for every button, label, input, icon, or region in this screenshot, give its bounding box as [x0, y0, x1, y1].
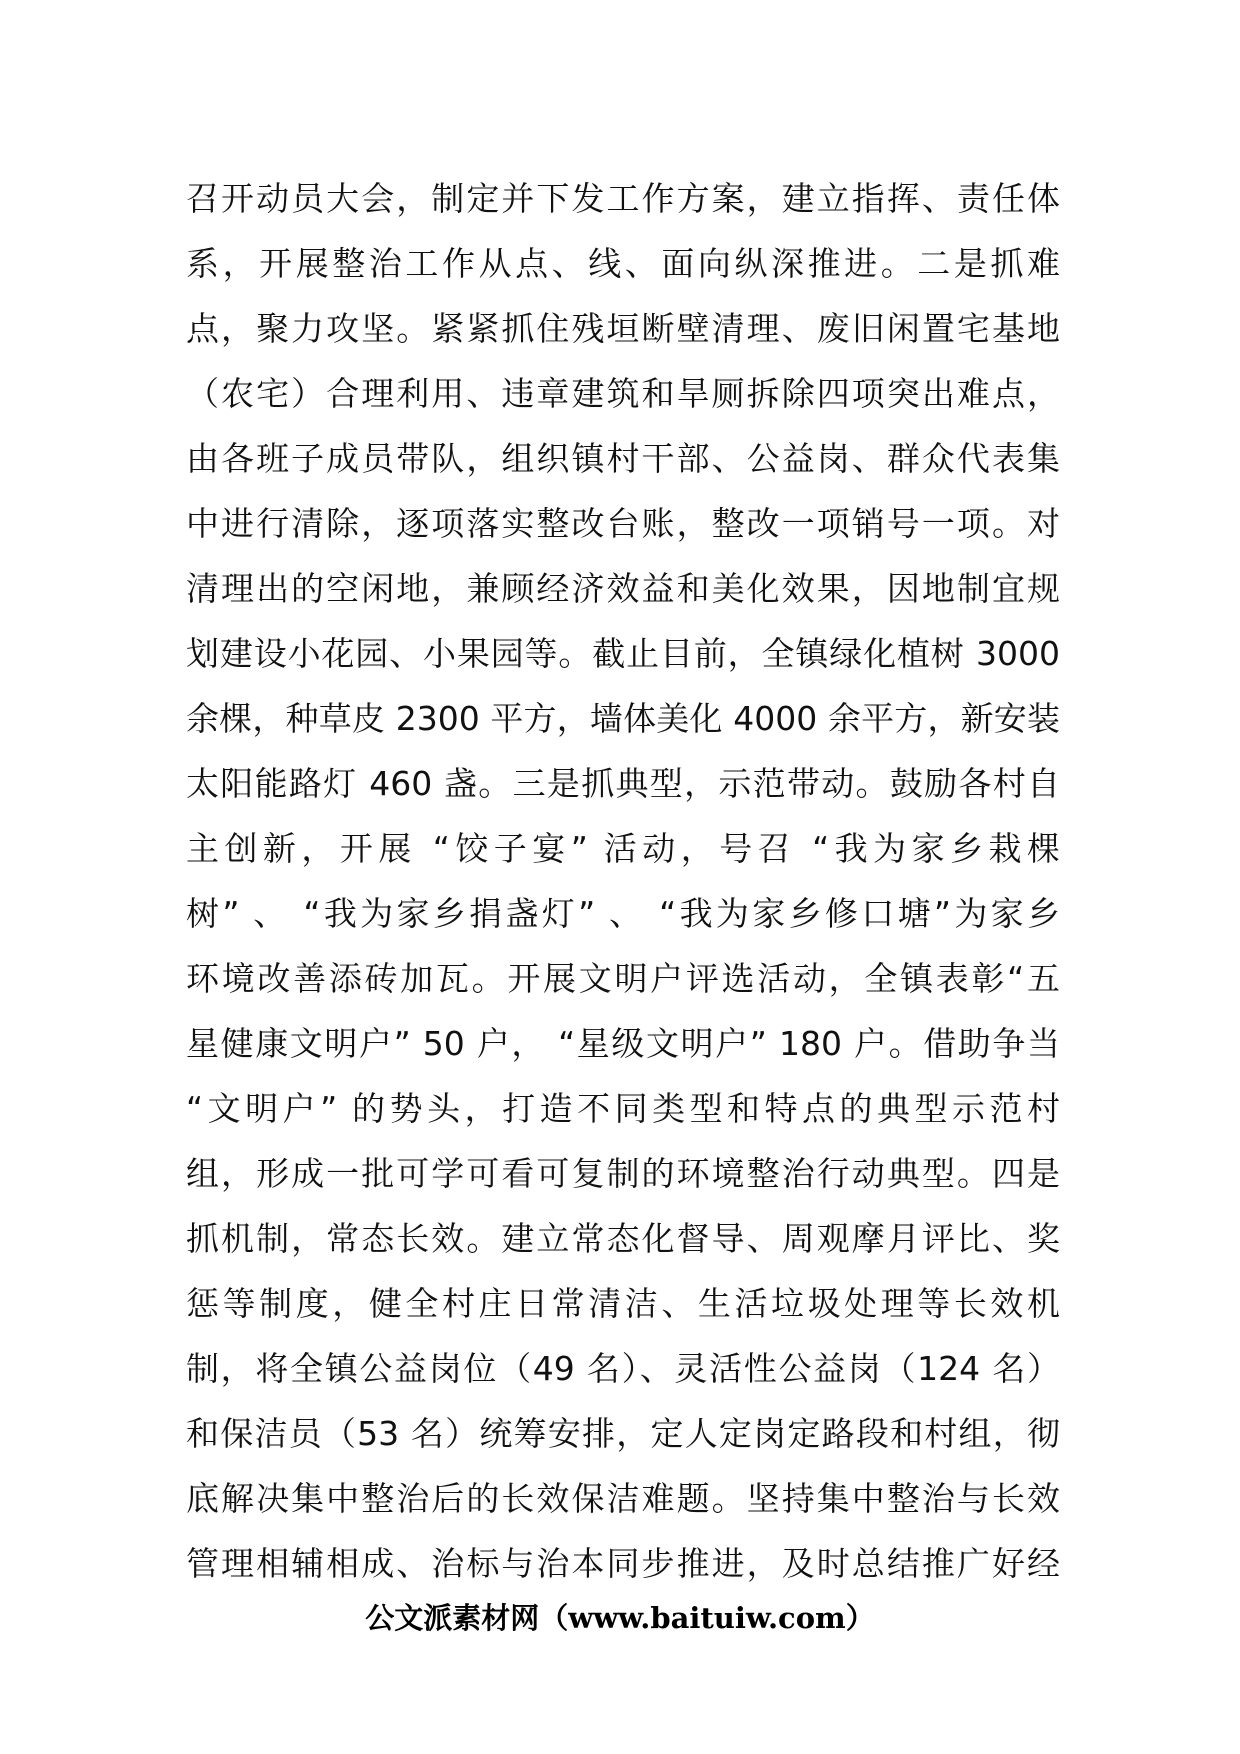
text-line: 余棵，种草皮 2300 平方，墙体美化 4000 余平方，新安装 [186, 699, 1060, 738]
text-line: 惩等制度，健全村庄日常清洁、生活垃圾处理等长效机 [186, 1284, 1060, 1323]
text-line: 太阳能路灯 460 盏。三是抓典型，示范带动。鼓励各村自 [186, 764, 1060, 803]
text-line: （农宅）合理利用、违章建筑和旱厕拆除四项突出难点， [186, 374, 1060, 413]
text-line: 制，将全镇公益岗位（49 名）、灵活性公益岗（124 名） [186, 1349, 1060, 1388]
text-line: 树” 、 “我为家乡捐盏灯” 、 “我为家乡修口塘”为家乡 [186, 894, 1060, 933]
text-line: 底解决集中整治后的长效保洁难题。坚持集中整治与长效 [186, 1479, 1060, 1518]
footer-watermark: 公文派素材网（www.baituiw.com） [365, 1601, 875, 1635]
text-line: 组，形成一批可学可看可复制的环境整治行动典型。四是 [186, 1154, 1060, 1193]
text-line: 星健康文明户” 50 户， “星级文明户” 180 户。借助争当 [186, 1024, 1060, 1063]
text-line: 环境改善添砖加瓦。开展文明户评选活动，全镇表彰“五 [186, 959, 1060, 998]
text-line: 划建设小花园、小果园等。截止目前，全镇绿化植树 3000 [186, 634, 1060, 673]
text-line: 点，聚力攻坚。紧紧抓住残垣断壁清理、废旧闲置宅基地 [186, 309, 1060, 348]
text-line: 管理相辅相成、治标与治本同步推进，及时总结推广好经 [186, 1544, 1060, 1583]
document-body [186, 166, 1060, 1596]
text-line: 召开动员大会，制定并下发工作方案，建立指挥、责任体 [186, 179, 1060, 218]
text-line: 由各班子成员带队，组织镇村干部、公益岗、群众代表集 [186, 439, 1060, 478]
text-line: 中进行清除，逐项落实整改台账，整改一项销号一项。对 [186, 504, 1060, 543]
text-line: “文明户” 的势头，打造不同类型和特点的典型示范村 [186, 1089, 1060, 1128]
text-line: 抓机制，常态长效。建立常态化督导、周观摩月评比、奖 [186, 1219, 1060, 1258]
text-line: 和保洁员（53 名）统筹安排，定人定岗定路段和村组，彻 [186, 1414, 1060, 1453]
text-line: 系，开展整治工作从点、线、面向纵深推进。二是抓难 [186, 244, 1060, 283]
text-line: 主创新，开展 “饺子宴” 活动，号召 “我为家乡栽棵 [186, 829, 1060, 868]
text-line: 清理出的空闲地，兼顾经济效益和美化效果，因地制宜规 [186, 569, 1060, 608]
